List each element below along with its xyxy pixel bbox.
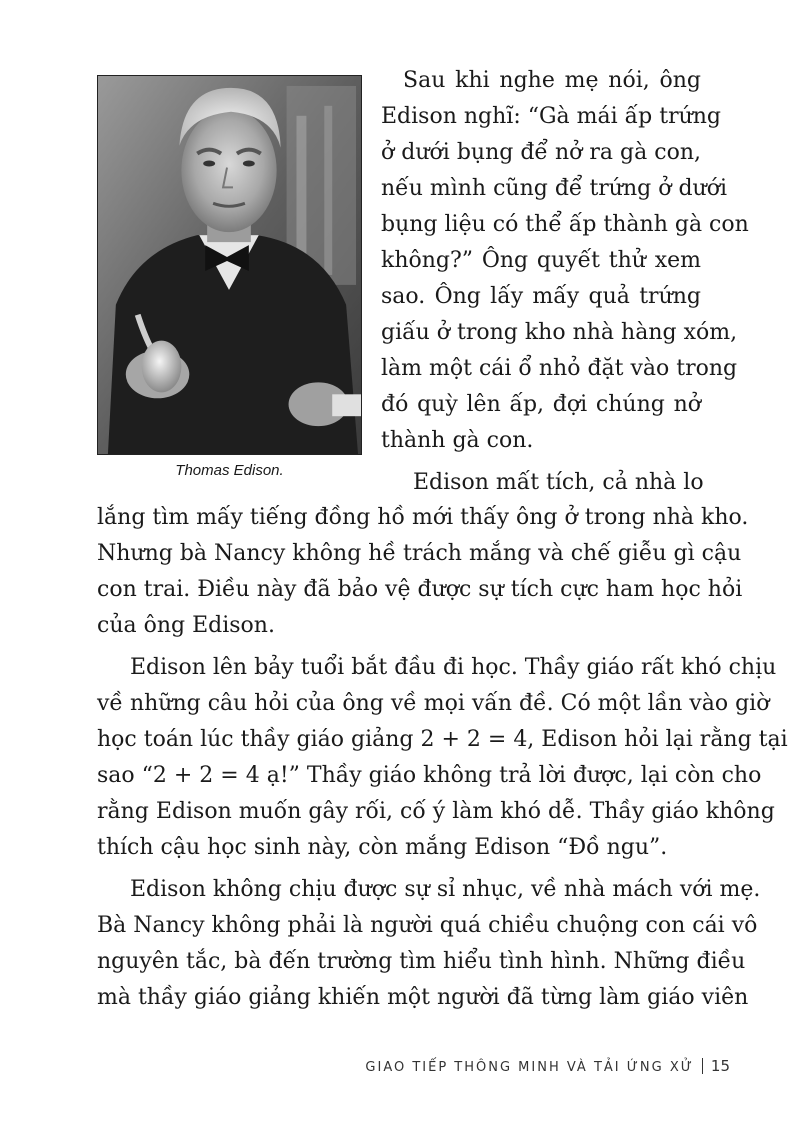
text-line: nếu mình cũng để trứng ở dưới	[381, 176, 727, 201]
text-line: về những câu hỏi của ông về mọi vấn đề. Có một lần vào giờ	[97, 691, 770, 716]
text-line: nguyên tắc, bà đến trường tìm hiểu tình hình. Những điều	[97, 949, 746, 974]
edison-portrait-photo	[97, 75, 362, 455]
text-line: Nhưng bà Nancy không hề trách mắng và chế giễu gì cậu	[97, 541, 742, 566]
text-line: Edison không chịu được sự sỉ nhục, về nhà mách với mẹ.	[130, 877, 761, 902]
footer-divider	[702, 1058, 703, 1074]
text-line: thích cậu học sinh này, còn mắng Edison “Đồ ngu”.	[97, 835, 668, 860]
text-line: làm một cái ổ nhỏ đặt vào trong	[381, 356, 738, 381]
text-line: sao “2 + 2 = 4 ạ!” Thầy giáo không trả lời được, lại còn cho	[97, 763, 762, 788]
text-line: Sau khi nghe mẹ nói, ông	[403, 68, 701, 93]
running-title: GIAO TIẾP THÔNG MINH VÀ TẢI ỨNG XỬ	[365, 1060, 694, 1075]
photo-caption: Thomas Edison.	[175, 462, 284, 479]
text-line: lắng tìm mấy tiếng đồng hồ mới thấy ông ở trong nhà kho.	[97, 505, 749, 530]
page-footer	[365, 1057, 730, 1075]
text-line: Edison nghĩ: “Gà mái ấp trứng	[381, 104, 722, 129]
text-line: đó quỳ lên ấp, đợi chúng nở	[381, 392, 701, 417]
text-line: mà thầy giáo giảng khiến một người đã từng làm giáo viên	[97, 985, 749, 1010]
text-line: Edison lên bảy tuổi bắt đầu đi học. Thầy giáo rất khó chịu	[130, 655, 777, 680]
portrait-illustration	[98, 76, 361, 454]
text-line: Bà Nancy không phải là người quá chiều chuộng con cái vô	[97, 913, 758, 938]
text-line: không?” Ông quyết thử xem	[381, 248, 701, 273]
page-number: 15	[710, 1057, 730, 1075]
text-line: con trai. Điều này đã bảo vệ được sự tích cực ham học hỏi	[97, 577, 743, 602]
text-line: sao. Ông lấy mấy quả trứng	[381, 284, 701, 309]
text-line: Edison mất tích, cả nhà lo	[413, 470, 704, 495]
text-line: bụng liệu có thể ấp thành gà con	[381, 212, 749, 237]
text-line: giấu ở trong kho nhà hàng xóm,	[381, 320, 738, 345]
text-line: học toán lúc thầy giáo giảng 2 + 2 = 4, Edison hỏi lại rằng tại	[97, 727, 788, 752]
text-line: thành gà con.	[381, 428, 534, 453]
text-line: ở dưới bụng để nở ra gà con,	[381, 140, 701, 165]
text-line: của ông Edison.	[97, 613, 275, 638]
text-line: rằng Edison muốn gây rối, cố ý làm khó dễ. Thầy giáo không	[97, 799, 775, 824]
